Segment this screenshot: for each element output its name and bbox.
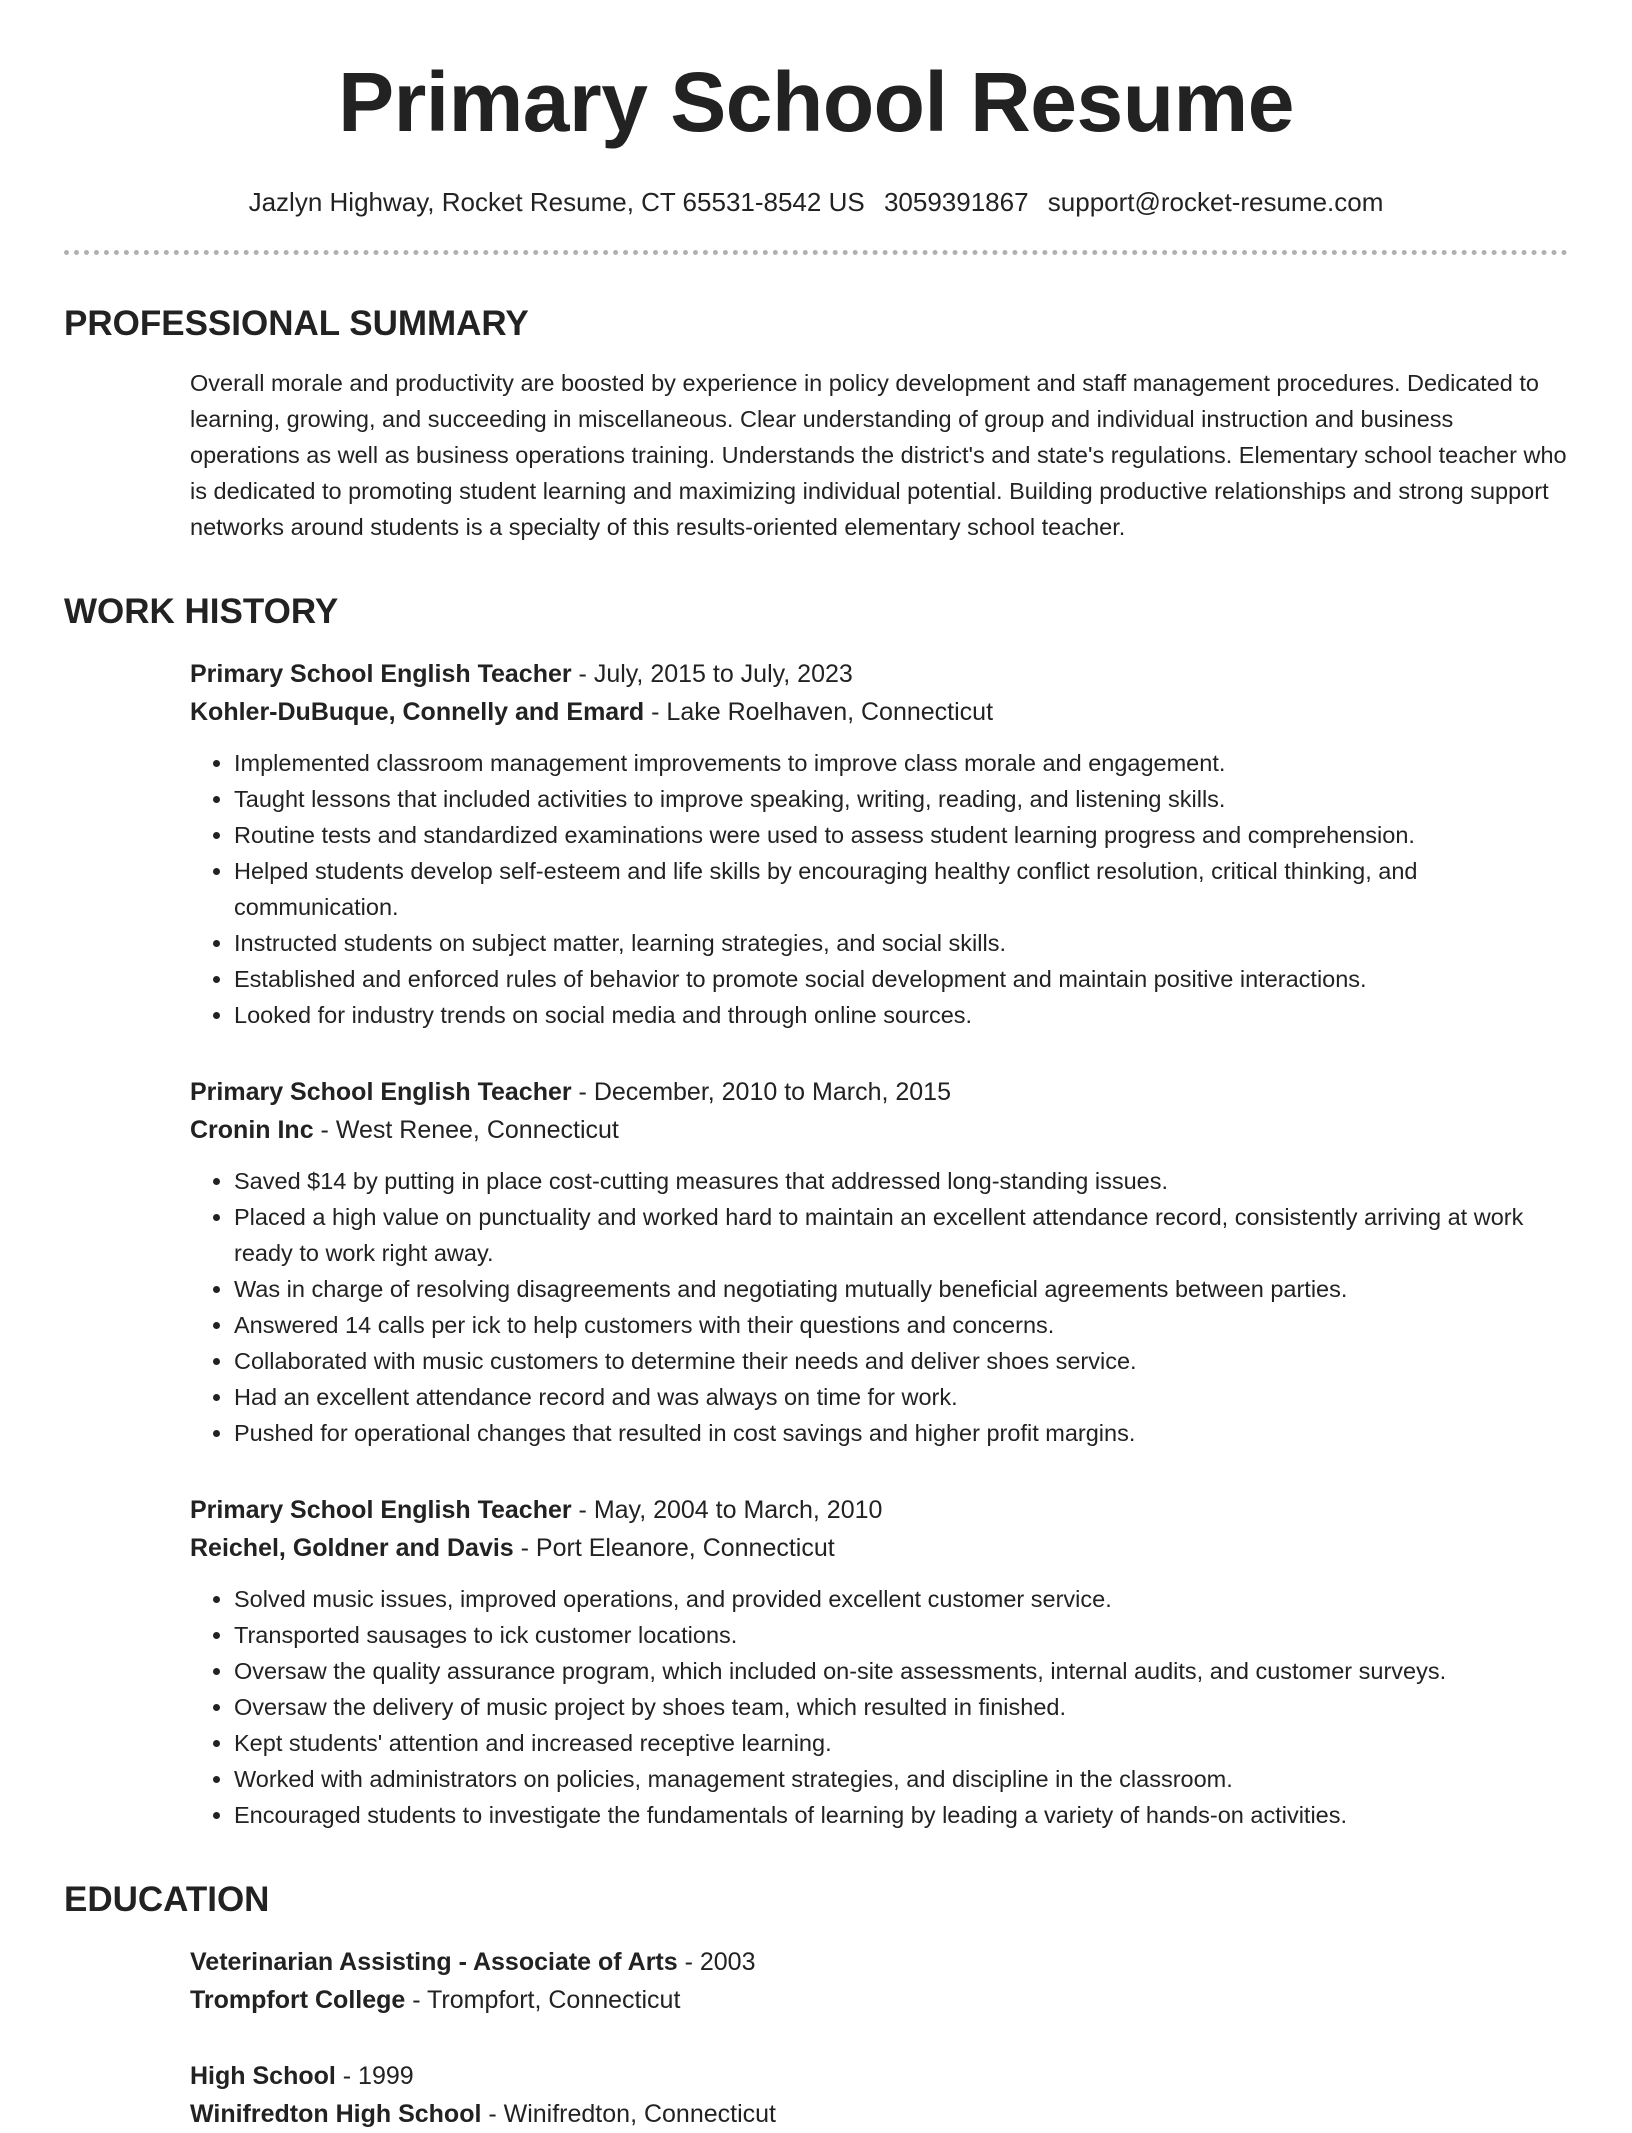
job-entry	[190, 1073, 1568, 1451]
job-title-line	[190, 1491, 1568, 1529]
education-school: Winifredton High School	[190, 2100, 482, 2128]
summary-text: Overall morale and productivity are boosted by experience in policy development and staff management procedures. Dedicated to learning, growing, and succeeding in miscellaneous. Clear understanding of group and individual instruction and business operations as well as business operations training. Understands the district's and state's regulations. Elementary school teacher who is dedicated to promoting student learning and maximizing individual potential. Building productive relationships and strong support networks around students is a specialty of this results-oriented elementary school teacher.	[190, 370, 1567, 540]
job-bullet: • Taught lessons that included activities to improve speaking, writing, reading, and listening skills.	[234, 781, 1568, 817]
contact-line	[64, 186, 1568, 218]
job-bullet: • Pushed for operational changes that resulted in cost savings and higher profit margins.	[234, 1415, 1568, 1451]
job-position: Primary School English Teacher	[190, 660, 572, 688]
job-bullet: • Collaborated with music customers to determine their needs and deliver shoes service.	[234, 1343, 1568, 1379]
education-school: Trompfort College	[190, 1986, 406, 2014]
job-location: - Lake Roelhaven, Connecticut	[644, 698, 994, 726]
education-entry	[190, 1943, 1568, 2019]
education-degree: High School	[190, 2062, 336, 2090]
education-degree: Veterinarian Assisting - Associate of Arts	[190, 1948, 678, 1976]
job-bullet: • Placed a high value on punctuality and worked hard to maintain an excellent attendance record, consistently arriving at work ready to work right away.	[234, 1199, 1568, 1271]
job-bullets	[190, 1581, 1568, 1833]
education-degree-line	[190, 1943, 1568, 1981]
job-bullet: • Routine tests and standardized examinations were used to assess student learning progress and comprehension.	[234, 817, 1568, 853]
job-position: Primary School English Teacher	[190, 1496, 572, 1524]
job-dates: - July, 2015 to July, 2023	[571, 660, 853, 688]
job-company: Cronin Inc	[190, 1116, 314, 1144]
education-location: - Trompfort, Connecticut	[405, 1986, 681, 2014]
job-bullets	[190, 745, 1568, 1033]
job-bullet: • Implemented classroom management improvements to improve class morale and engagement.	[234, 745, 1568, 781]
job-location: - Port Eleanore, Connecticut	[513, 1534, 835, 1562]
job-bullet: • Had an excellent attendance record and was always on time for work.	[234, 1379, 1568, 1415]
job-title-line	[190, 655, 1568, 693]
job-bullet: • Kept students' attention and increased receptive learning.	[234, 1725, 1568, 1761]
contact-phone: 3059391867	[883, 187, 1029, 217]
job-bullet: • Solved music issues, improved operations, and provided excellent customer service.	[234, 1581, 1568, 1617]
education-year: - 1999	[335, 2062, 414, 2090]
job-bullet: • Oversaw the quality assurance program, which included on-site assessments, internal audits, and customer surveys.	[234, 1653, 1568, 1689]
job-bullet: • Looked for industry trends on social media and through online sources.	[234, 997, 1568, 1033]
job-bullet: • Oversaw the delivery of music project by shoes team, which resulted in finished.	[234, 1689, 1568, 1725]
summary-section	[64, 303, 1568, 545]
job-company: Reichel, Goldner and Davis	[190, 1534, 514, 1562]
job-bullet: • Worked with administrators on policies, management strategies, and discipline in the classroom.	[234, 1761, 1568, 1797]
education-location: - Winifredton, Connecticut	[481, 2100, 776, 2128]
education-year: - 2003	[677, 1948, 756, 1976]
job-title-line	[190, 1073, 1568, 1111]
job-bullet: • Was in charge of resolving disagreements and negotiating mutually beneficial agreements between parties.	[234, 1271, 1568, 1307]
job-bullet: • Helped students develop self-esteem and life skills by encouraging healthy conflict resolution, critical thinking, and communication.	[234, 853, 1568, 925]
work-history-heading: WORK HISTORY	[64, 592, 339, 631]
job-company-line	[190, 1111, 1568, 1149]
education-heading: EDUCATION	[64, 1880, 270, 1919]
job-bullet: • Instructed students on subject matter, learning strategies, and social skills.	[234, 925, 1568, 961]
education-degree-line	[190, 2057, 1568, 2095]
resume-title: Primary School Resume	[338, 55, 1294, 149]
job-dates: - May, 2004 to March, 2010	[571, 1496, 883, 1524]
job-bullet: • Transported sausages to ick customer locations.	[234, 1617, 1568, 1653]
job-company: Kohler-DuBuque, Connelly and Emard	[190, 698, 645, 726]
job-entry	[190, 1491, 1568, 1833]
job-bullet: • Saved $14 by putting in place cost-cutting measures that addressed long-standing issues.	[234, 1163, 1568, 1199]
education-section	[64, 1879, 1568, 2133]
summary-heading: PROFESSIONAL SUMMARY	[64, 304, 529, 343]
job-dates: - December, 2010 to March, 2015	[571, 1078, 951, 1106]
job-company-line	[190, 1529, 1568, 1567]
contact-email: support@rocket-resume.com	[1047, 187, 1384, 217]
education-school-line	[190, 2095, 1568, 2133]
education-entry	[190, 2057, 1568, 2133]
contact-address: Jazlyn Highway, Rocket Resume, CT 65531-8542 US	[248, 187, 865, 217]
education-school-line	[190, 1981, 1568, 2019]
job-position: Primary School English Teacher	[190, 1078, 572, 1106]
job-location: - West Renee, Connecticut	[313, 1116, 619, 1144]
header-divider	[64, 250, 1568, 255]
job-bullets	[190, 1163, 1568, 1451]
work-history-section	[64, 591, 1568, 1833]
job-entry	[190, 655, 1568, 1033]
job-bullet: • Encouraged students to investigate the fundamentals of learning by leading a variety of hands-on activities.	[234, 1797, 1568, 1833]
job-bullet: • Established and enforced rules of behavior to promote social development and maintain positive interactions.	[234, 961, 1568, 997]
job-bullet: • Answered 14 calls per ick to help customers with their questions and concerns.	[234, 1307, 1568, 1343]
job-company-line	[190, 693, 1568, 731]
